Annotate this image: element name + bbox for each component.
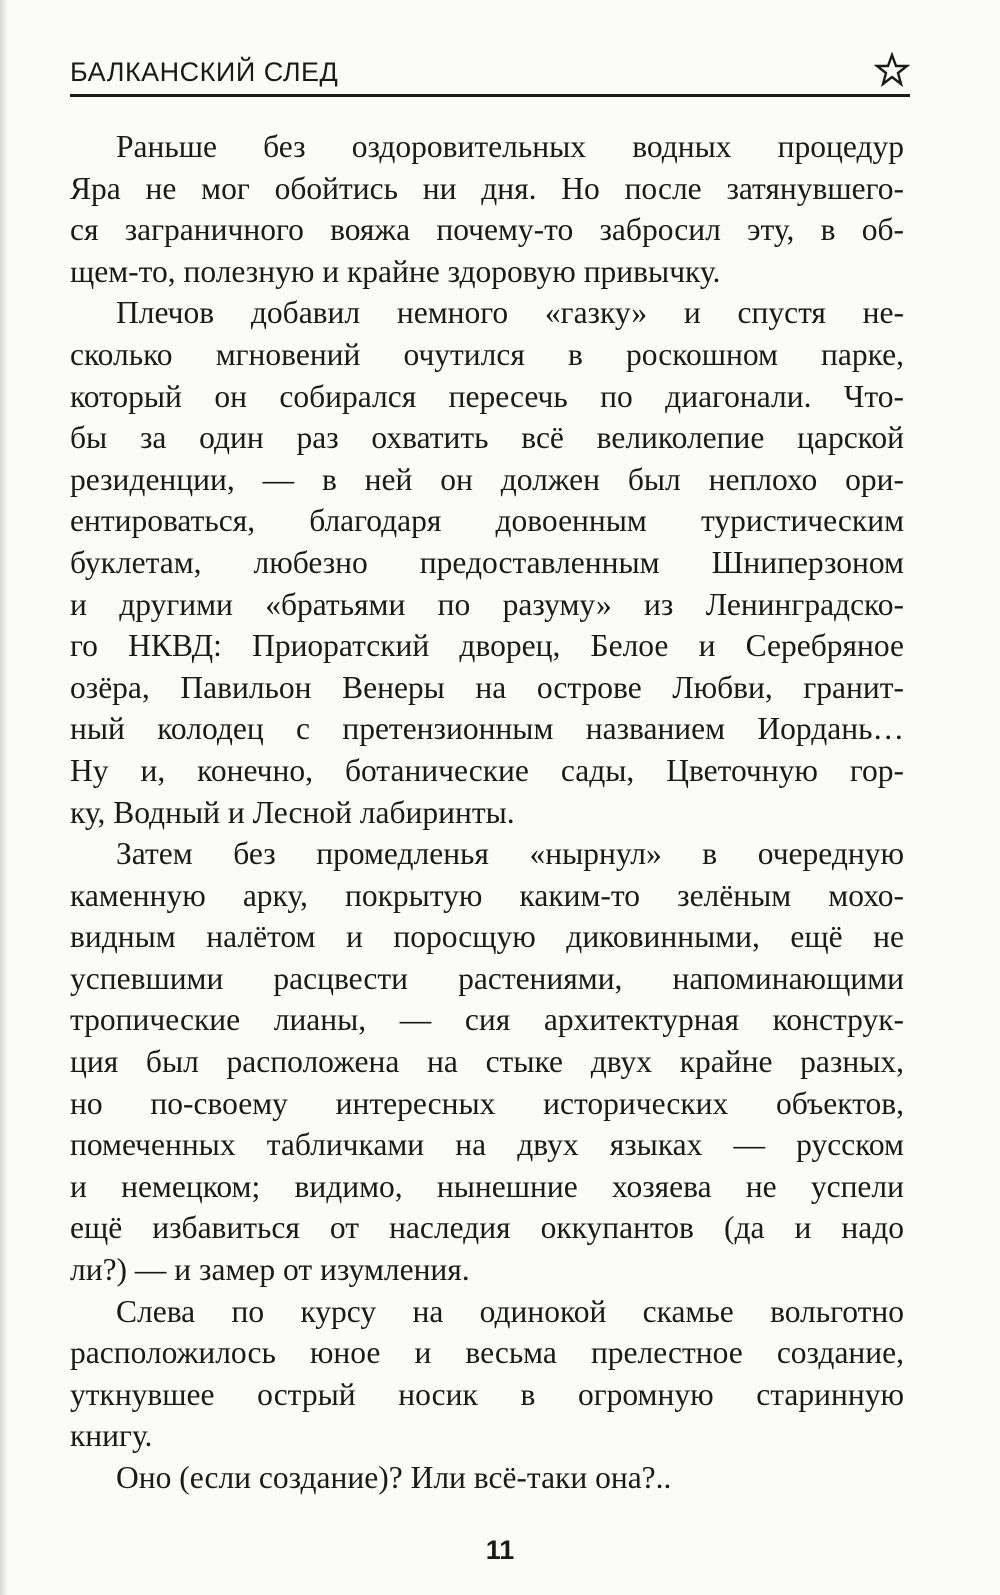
paragraph	[70, 833, 904, 1291]
body-text	[70, 126, 904, 1499]
text-line: Слева по курсу на одинокой скамье вольготно	[116, 1293, 904, 1329]
text-line: который он собирался пересечь по диагонали. Что-	[70, 378, 904, 414]
text-line: ли?) — и замер от изумления.	[70, 1252, 470, 1288]
text-line: Яра не мог обойтись ни дня. Но после затянувшего-	[70, 170, 904, 206]
text-line: Плечов добавил немного «газку» и спустя не-	[116, 295, 904, 331]
text-line: ный колодец с претензионным названием Иордань…	[70, 711, 904, 747]
text-line: успевшими расцвести растениями, напоминающими	[70, 960, 904, 996]
text-line: бы за один раз охватить всё великолепие царской	[70, 420, 904, 456]
text-line: уткнувшее острый носик в огромную старинную	[70, 1376, 904, 1412]
text-line: резиденции, — в ней он должен был неплохо ори-	[70, 461, 904, 497]
text-line: и другими «братьями по разуму» из Ленинградско-	[70, 586, 904, 622]
running-title: БАЛКАНСКИЙ СЛЕД	[70, 57, 339, 87]
paragraph	[70, 126, 904, 292]
text-line: ся заграничного вояжа почему-то забросил эту, в об-	[70, 212, 904, 248]
text-line: видным налётом и поросщую диковинными, ещё не	[70, 919, 904, 955]
text-line: ентироваться, благодаря довоенным туристическим	[70, 503, 904, 539]
text-line: книгу.	[70, 1418, 153, 1454]
paragraph	[70, 292, 904, 833]
text-line: Раньше без оздоровительных водных процедур	[116, 129, 904, 164]
text-line: Затем без промедленья «нырнул» в очередную	[116, 836, 904, 872]
running-header	[70, 50, 910, 97]
text-line: ция был расположена на стыке двух крайне разных,	[70, 1044, 904, 1080]
text-line: сколько мгновений очутился в роскошном парке,	[70, 336, 904, 372]
paragraph	[70, 1457, 904, 1499]
text-line: буклетам, любезно предоставленным Шниперзоном	[70, 544, 904, 580]
text-line: но по-своему интересных исторических объектов,	[70, 1085, 904, 1121]
text-line: озёра, Павильон Венеры на острове Любви, гранит-	[70, 669, 904, 705]
text-line: го НКВД: Приоратский дворец, Белое и Серебряное	[70, 628, 904, 664]
text-line: ку, Водный и Лесной лабиринты.	[70, 794, 515, 830]
text-line: расположилось юное и весьма прелестное создание,	[70, 1335, 904, 1371]
paragraph	[70, 1291, 904, 1457]
text-line: Ну и, конечно, ботанические сады, Цветочную гор-	[70, 752, 904, 788]
star-outline-icon	[874, 52, 910, 88]
text-line: ещё избавиться от наследия оккупантов (да и надо	[70, 1210, 904, 1246]
text-line: Оно (если создание)? Или всё-таки она?..	[116, 1460, 672, 1495]
text-line: помеченных табличками на двух языках — русском	[70, 1127, 904, 1163]
page-number: 11	[485, 1535, 515, 1565]
text-line: каменную арку, покрытую каким-то зелёным мохо-	[70, 877, 904, 913]
text-line: тропические лианы, — сия архитектурная конструк-	[70, 1002, 904, 1038]
page-edge-shadow	[0, 0, 8, 1595]
text-line: и немецком; видимо, нынешние хозяева не успели	[70, 1168, 904, 1204]
text-line: щем-то, полезную и крайне здоровую привычку.	[70, 253, 721, 289]
